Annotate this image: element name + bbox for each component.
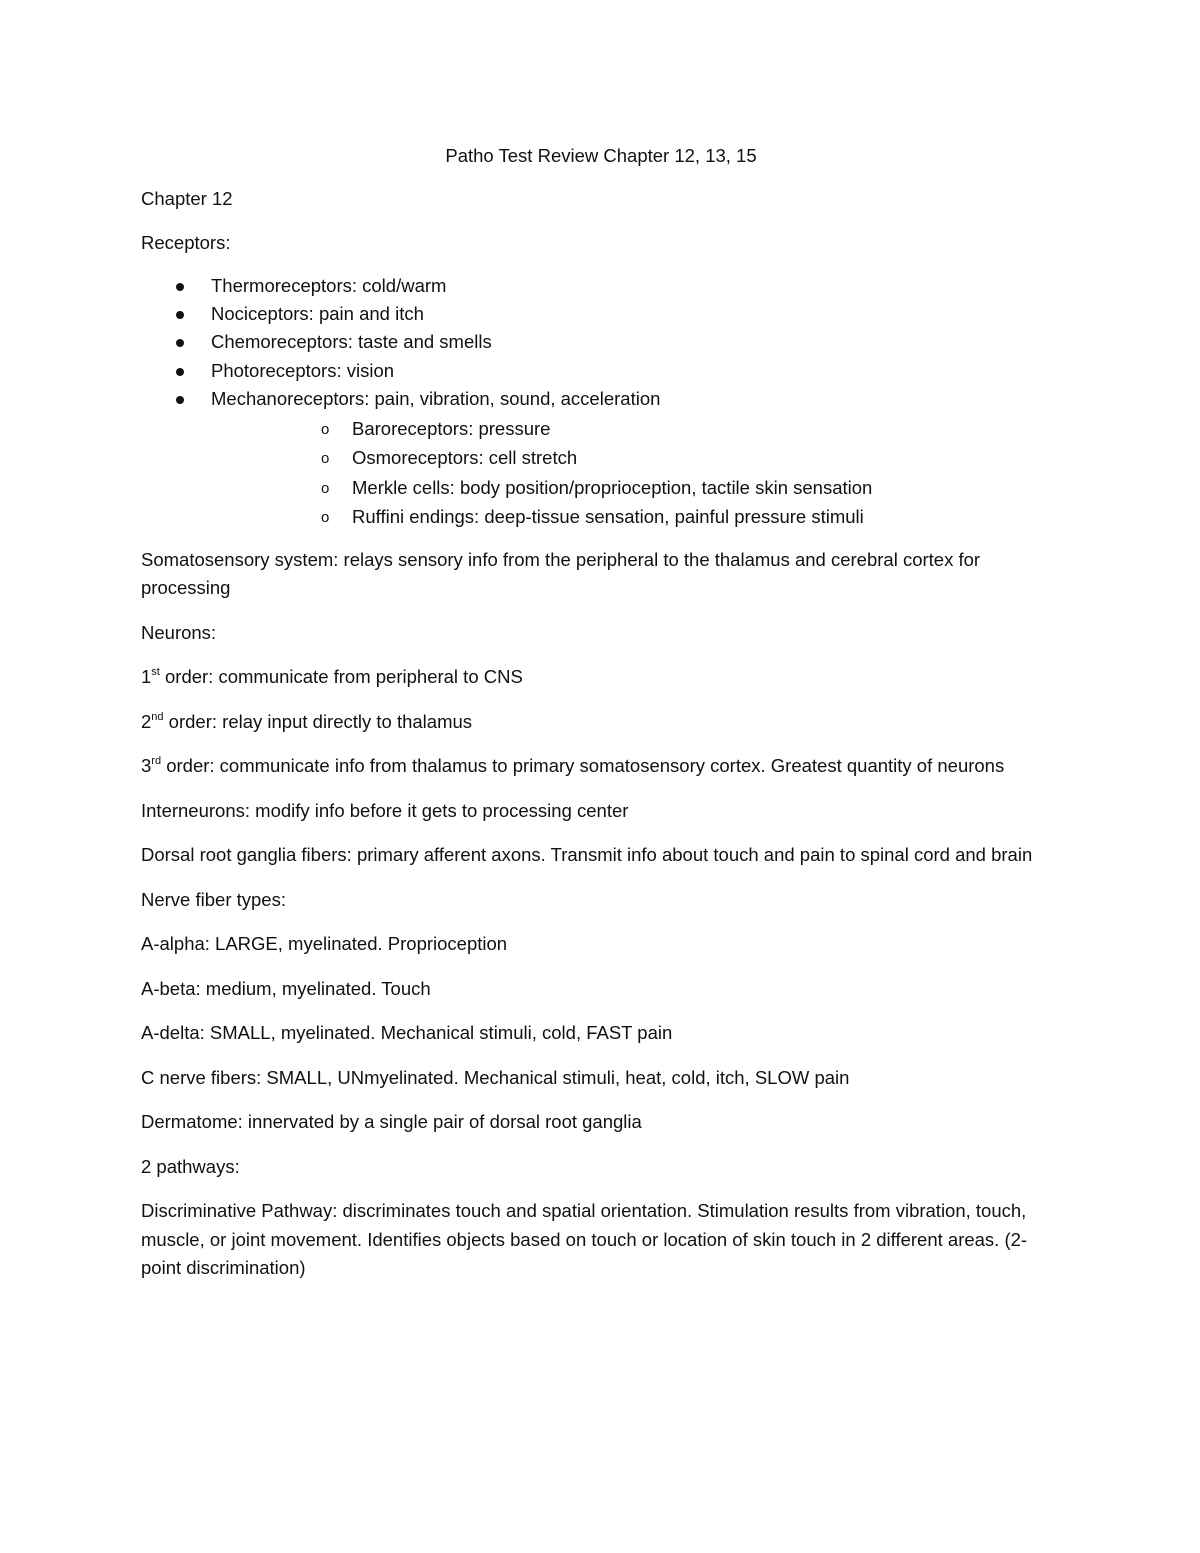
fiber-a-delta: A-delta: SMALL, myelinated. Mechanical stimuli, cold, FAST pain (141, 1022, 673, 1044)
dermatome-paragraph: Dermatome: innervated by a single pair of dorsal root ganglia (141, 1111, 642, 1133)
list-item-label: Mechanoreceptors: pain, vibration, sound, acceleration (211, 388, 661, 410)
second-order-neuron (141, 708, 1061, 737)
document-body (141, 142, 1061, 1299)
discriminative-paragraph: Discriminative Pathway: discriminates touch and spatial orientation. Stimulation results from vibration, touch, muscle, or joint movement. Identifies objects based on touch or location of skin touch in 2 different areas. (2-point discrimination) (141, 1200, 1028, 1279)
sub-list-item: o Ruffini endings: deep-tissue sensation, painful pressure stimuli (211, 502, 1061, 532)
third-order-neuron (141, 752, 1061, 781)
list-item: Nociceptors: pain and itch (141, 300, 1061, 328)
neuron-description: order: communicate from peripheral to CNS (159, 666, 523, 688)
document-title: Patho Test Review Chapter 12, 13, 15 (445, 145, 757, 166)
ordinal-suffix: rd (151, 755, 162, 768)
ordinal-suffix: st (151, 666, 160, 679)
sub-list-item: o Osmoreceptors: cell stretch (211, 443, 1061, 473)
neuron-description: order: relay input directly to thalamus (163, 710, 473, 732)
neuron-description: order: communicate info from thalamus to primary somatosensory cortex. Greatest quantity of neurons (161, 755, 1005, 777)
nerve-fiber-heading: Nerve fiber types: (141, 888, 286, 910)
neurons-heading: Neurons: (141, 621, 217, 643)
list-item: Thermoreceptors: cold/warm (141, 272, 1061, 300)
fiber-c: C nerve fibers: SMALL, UNmyelinated. Mechanical stimuli, heat, cold, itch, SLOW pain (141, 1066, 850, 1088)
receptors-list (141, 272, 1061, 532)
list-item-with-sublist (141, 385, 1061, 531)
first-order-neuron (141, 663, 1061, 692)
sub-list-item: o Baroreceptors: pressure (211, 414, 1061, 444)
list-item: Photoreceptors: vision (141, 357, 1061, 385)
ordinal-number: 3 (141, 755, 152, 777)
list-item: Chemoreceptors: taste and smells (141, 328, 1061, 356)
ordinal-suffix: nd (151, 710, 164, 723)
fiber-a-alpha: A-alpha: LARGE, myelinated. Proprioception (141, 933, 508, 955)
chapter-heading: Chapter 12 (141, 187, 233, 209)
sub-list-item: o Merkle cells: body position/proprioception, tactile skin sensation (211, 473, 1061, 503)
somatosensory-paragraph: Somatosensory system: relays sensory info from the peripheral to the thalamus and cerebral cortex for processing (141, 548, 981, 599)
pathways-heading: 2 pathways: (141, 1155, 240, 1177)
ordinal-number: 1 (141, 666, 152, 688)
ordinal-number: 2 (141, 710, 152, 732)
dorsal-root-paragraph: Dorsal root ganglia fibers: primary afferent axons. Transmit info about touch and pain to spinal cord and brain (141, 844, 1033, 866)
fiber-a-beta: A-beta: medium, myelinated. Touch (141, 977, 431, 999)
receptors-heading: Receptors: (141, 232, 231, 253)
interneurons-paragraph: Interneurons: modify info before it gets to processing center (141, 799, 629, 821)
mechanoreceptor-sublist (211, 414, 1061, 532)
